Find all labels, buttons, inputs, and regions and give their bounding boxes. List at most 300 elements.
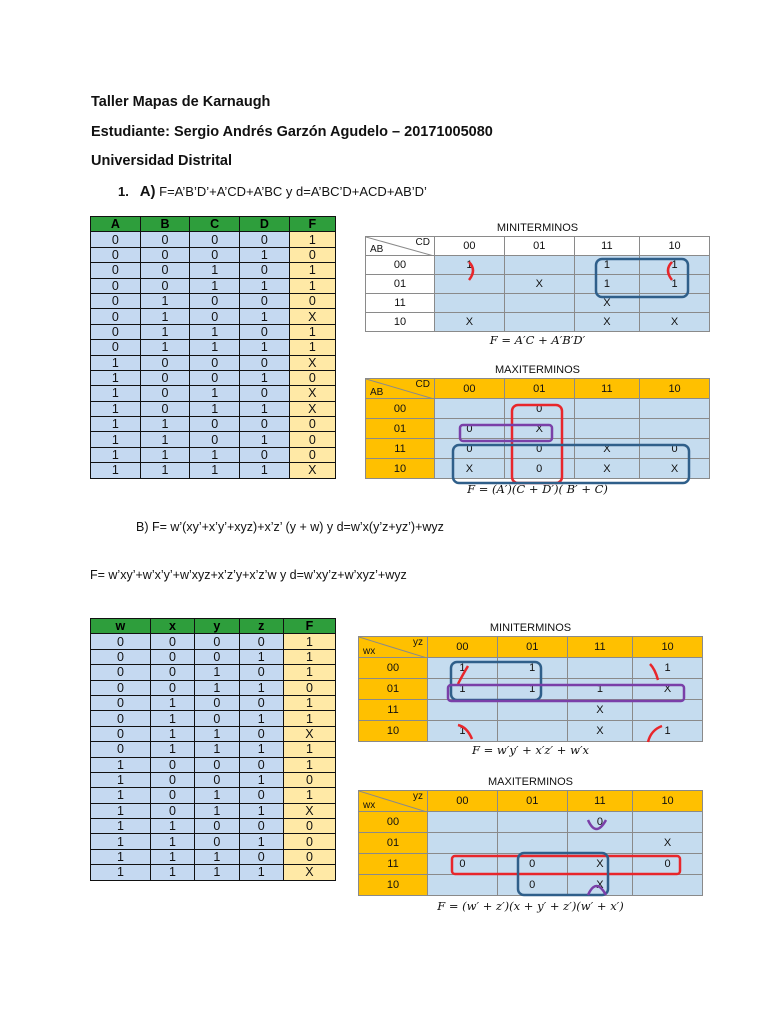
kmap-row xyxy=(366,439,710,459)
input-cell: 0 xyxy=(195,819,239,834)
kmap-cell xyxy=(497,833,567,854)
kmap-cell xyxy=(633,812,703,833)
kmap-column-header: 11 xyxy=(567,791,632,812)
input-cell: 1 xyxy=(91,417,141,432)
input-cell: 0 xyxy=(150,757,194,772)
table-row xyxy=(91,742,336,757)
kmap-corner xyxy=(366,379,435,399)
input-cell: 1 xyxy=(240,370,290,385)
input-cell: 0 xyxy=(190,370,240,385)
kmap-title: MAXITERMINOS xyxy=(488,776,573,788)
kmap-cell: 0 xyxy=(435,439,505,459)
kmap-cell xyxy=(633,875,703,896)
kmap-row-header: 00 xyxy=(366,399,435,419)
output-cell: 0 xyxy=(283,849,335,864)
output-cell: 1 xyxy=(283,665,335,680)
kmap-cell: X xyxy=(574,459,639,479)
kmap-cell: 1 xyxy=(497,658,567,679)
input-cell: 1 xyxy=(150,819,194,834)
kmap-grid xyxy=(358,636,703,742)
output-cell: 1 xyxy=(283,788,335,803)
kmap-cell xyxy=(633,700,703,721)
input-cell: 1 xyxy=(91,849,151,864)
kmap-cell: X xyxy=(640,313,710,332)
kmap-title: MINITERMINOS xyxy=(489,622,572,634)
kmap-cell xyxy=(428,812,498,833)
input-cell: 1 xyxy=(239,649,283,664)
input-cell: 0 xyxy=(91,649,151,664)
kmap-cell: X xyxy=(567,700,632,721)
kmap-cell xyxy=(574,419,639,439)
part-letter: A) xyxy=(139,183,156,200)
kmap-row xyxy=(366,419,710,439)
column-header: A xyxy=(91,217,141,232)
table-row xyxy=(91,757,336,772)
kmap-grid xyxy=(358,790,703,896)
kmap-cell xyxy=(504,294,574,313)
table-row xyxy=(91,232,336,247)
kmap-cell: X xyxy=(567,721,632,742)
output-cell: X xyxy=(289,401,335,416)
kmap-cell xyxy=(497,721,567,742)
kmap-formula: F = (w′ + z′)(x + y′ + z′)(w′ + x′) xyxy=(437,899,624,913)
output-cell: X xyxy=(289,386,335,401)
table-row xyxy=(91,340,336,355)
input-cell: 1 xyxy=(140,293,190,308)
kmap-cell: X xyxy=(640,459,710,479)
input-cell: 0 xyxy=(91,695,151,710)
input-cell: 0 xyxy=(150,803,194,818)
kmap-cell: 1 xyxy=(640,275,710,294)
input-cell: 0 xyxy=(239,757,283,772)
input-cell: 0 xyxy=(240,386,290,401)
kmap-column-header: 10 xyxy=(640,237,710,256)
input-cell: 1 xyxy=(91,432,141,447)
input-cell: 1 xyxy=(190,263,240,278)
input-cell: 1 xyxy=(150,695,194,710)
input-cell: 1 xyxy=(195,803,239,818)
kmap-column-header: 01 xyxy=(497,791,567,812)
input-cell: 1 xyxy=(140,463,190,478)
output-cell: 0 xyxy=(289,247,335,262)
kmap-cell: X xyxy=(435,459,505,479)
kmap-column-header: 11 xyxy=(574,237,639,256)
kmap-row xyxy=(366,294,710,313)
input-cell: 1 xyxy=(150,865,194,880)
kmap-cell xyxy=(504,256,574,275)
kmap-cell: 1 xyxy=(640,256,710,275)
student-line: Estudiante: Sergio Andrés Garzón Agudelo – 20171005080 xyxy=(91,124,493,140)
input-cell: 1 xyxy=(91,370,141,385)
input-cell: 0 xyxy=(140,247,190,262)
input-cell: 1 xyxy=(91,834,151,849)
input-cell: 1 xyxy=(150,742,194,757)
table-row xyxy=(91,803,336,818)
input-cell: 0 xyxy=(240,324,290,339)
kmap-cell: X xyxy=(574,313,639,332)
output-cell: X xyxy=(283,865,335,880)
input-cell: 0 xyxy=(240,263,290,278)
kmap-title: MINITERMINOS xyxy=(496,222,579,234)
table-row xyxy=(91,324,336,339)
input-cell: 1 xyxy=(195,680,239,695)
kmap-cell xyxy=(640,419,710,439)
input-cell: 0 xyxy=(140,263,190,278)
kmap-row xyxy=(366,275,710,294)
kmap-corner xyxy=(359,791,428,812)
table-row xyxy=(91,634,336,649)
table-row xyxy=(91,695,336,710)
input-cell: 0 xyxy=(195,634,239,649)
table-row xyxy=(91,401,336,416)
kmap-cell xyxy=(504,313,574,332)
part-b-statement: B) F= w’(xy’+x’y’+xyz)+x’z’ (y + w) y d=w’x(y’z+yz’)+wyz xyxy=(136,520,444,534)
input-cell: 1 xyxy=(91,819,151,834)
kmap-cell: 1 xyxy=(428,658,498,679)
input-cell: 0 xyxy=(91,340,141,355)
input-cell: 1 xyxy=(150,834,194,849)
table-row xyxy=(91,355,336,370)
input-cell: 1 xyxy=(140,447,190,462)
input-cell: 1 xyxy=(150,849,194,864)
kmap-row-header: 11 xyxy=(359,854,428,875)
input-cell: 0 xyxy=(190,293,240,308)
input-cell: 0 xyxy=(150,649,194,664)
input-cell: 0 xyxy=(240,355,290,370)
column-header: C xyxy=(190,217,240,232)
kmap-cell: 0 xyxy=(640,439,710,459)
kmap-cell: 0 xyxy=(435,419,505,439)
column-header: x xyxy=(150,619,194,634)
kmap-row-header: 01 xyxy=(359,833,428,854)
column-header: B xyxy=(140,217,190,232)
kmap-cell: 0 xyxy=(504,439,574,459)
column-variable-label: yz xyxy=(413,791,423,802)
input-cell: 1 xyxy=(91,355,141,370)
input-cell: 1 xyxy=(240,247,290,262)
table-row xyxy=(91,665,336,680)
table-row xyxy=(91,263,336,278)
kmap-cell xyxy=(428,875,498,896)
input-cell: 0 xyxy=(140,355,190,370)
input-cell: 1 xyxy=(190,340,240,355)
output-cell: 1 xyxy=(283,742,335,757)
kmap-row-header: 00 xyxy=(359,812,428,833)
kmap-row-header: 00 xyxy=(359,658,428,679)
input-cell: 0 xyxy=(240,232,290,247)
university-line: Universidad Distrital xyxy=(91,153,233,169)
kmap-cell: 1 xyxy=(428,721,498,742)
input-cell: 1 xyxy=(240,278,290,293)
output-cell: 0 xyxy=(289,417,335,432)
column-header: y xyxy=(195,619,239,634)
output-cell: X xyxy=(289,355,335,370)
kmap-cell: X xyxy=(504,419,574,439)
input-cell: 0 xyxy=(195,695,239,710)
input-cell: 1 xyxy=(195,665,239,680)
output-cell: 1 xyxy=(289,232,335,247)
input-cell: 1 xyxy=(91,865,151,880)
output-cell: 1 xyxy=(289,263,335,278)
output-cell: 1 xyxy=(283,711,335,726)
input-cell: 1 xyxy=(239,803,283,818)
kmap-a-maxterms xyxy=(365,362,710,496)
kmap-b-minterms xyxy=(358,620,703,757)
input-cell: 1 xyxy=(91,463,141,478)
output-cell: X xyxy=(283,726,335,741)
kmap-row xyxy=(359,812,703,833)
kmap-cell: 1 xyxy=(633,658,703,679)
input-cell: 1 xyxy=(240,463,290,478)
truth-table-a xyxy=(90,216,336,479)
kmap-formula: F = (A′)(C + D′)( B′ + C) xyxy=(467,482,608,496)
part-b-expanded: F= w’xy’+w’x’y’+w’xyz+x’z’y+x’z’w y d=w’xy’z+w’xyz’+wyz xyxy=(90,568,407,582)
kmap-formula: F = A′C + A′B′D′ xyxy=(489,333,586,347)
input-cell: 0 xyxy=(195,711,239,726)
input-cell: 0 xyxy=(91,726,151,741)
input-cell: 1 xyxy=(195,742,239,757)
kmap-cell xyxy=(640,294,710,313)
kmap-column-header: 00 xyxy=(428,637,498,658)
input-cell: 1 xyxy=(190,324,240,339)
output-cell: 0 xyxy=(289,370,335,385)
input-cell: 1 xyxy=(140,417,190,432)
input-cell: 0 xyxy=(240,293,290,308)
input-cell: 0 xyxy=(91,324,141,339)
output-cell: 0 xyxy=(283,772,335,787)
kmap-cell: 1 xyxy=(435,256,505,275)
kmap-row-header: 01 xyxy=(359,679,428,700)
kmap-cell: X xyxy=(504,275,574,294)
kmap-column-header: 10 xyxy=(633,791,703,812)
kmap-column-header: 10 xyxy=(640,379,710,399)
kmap-corner xyxy=(359,637,428,658)
kmap-cell: X xyxy=(574,439,639,459)
kmap-row xyxy=(366,399,710,419)
input-cell: 1 xyxy=(195,865,239,880)
input-cell: 1 xyxy=(91,772,151,787)
input-cell: 0 xyxy=(190,247,240,262)
input-cell: 1 xyxy=(240,309,290,324)
kmap-cell xyxy=(574,399,639,419)
kmap-cell xyxy=(640,399,710,419)
kmap-row xyxy=(359,658,703,679)
table-row xyxy=(91,309,336,324)
input-cell: 0 xyxy=(239,665,283,680)
kmap-column-header: 01 xyxy=(504,379,574,399)
input-cell: 1 xyxy=(239,711,283,726)
part-a-function: F=A’B’D’+A’CD+A’BC y d=A’BC’D+ACD+AB’D’ xyxy=(159,184,427,199)
output-cell: 0 xyxy=(289,293,335,308)
column-header: D xyxy=(240,217,290,232)
column-variable-label: CD xyxy=(415,379,430,390)
kmap-row-header: 01 xyxy=(366,419,435,439)
output-cell: X xyxy=(289,309,335,324)
input-cell: 0 xyxy=(190,309,240,324)
input-cell: 1 xyxy=(140,340,190,355)
input-cell: 0 xyxy=(239,726,283,741)
kmap-cell: 1 xyxy=(574,275,639,294)
kmap-cell: X xyxy=(574,294,639,313)
table-row xyxy=(91,417,336,432)
output-cell: 0 xyxy=(283,680,335,695)
table-row xyxy=(91,649,336,664)
input-cell: 1 xyxy=(239,865,283,880)
kmap-cell xyxy=(497,700,567,721)
output-cell: 1 xyxy=(283,757,335,772)
input-cell: 1 xyxy=(190,447,240,462)
kmap-row xyxy=(359,679,703,700)
column-header: F xyxy=(289,217,335,232)
input-cell: 0 xyxy=(91,232,141,247)
column-header: w xyxy=(91,619,151,634)
table-row xyxy=(91,788,336,803)
input-cell: 0 xyxy=(239,819,283,834)
input-cell: 0 xyxy=(240,417,290,432)
table-row xyxy=(91,711,336,726)
input-cell: 1 xyxy=(195,849,239,864)
output-cell: 0 xyxy=(283,819,335,834)
input-cell: 0 xyxy=(91,680,151,695)
output-cell: 0 xyxy=(283,834,335,849)
kmap-formula: F = w′y′ + x′z′ + w′x xyxy=(471,743,590,757)
table-row xyxy=(91,726,336,741)
input-cell: 0 xyxy=(150,665,194,680)
input-cell: 1 xyxy=(195,788,239,803)
kmap-cell: 1 xyxy=(567,679,632,700)
input-cell: 0 xyxy=(140,278,190,293)
kmap-cell xyxy=(428,833,498,854)
input-cell: 0 xyxy=(239,695,283,710)
input-cell: 0 xyxy=(91,263,141,278)
kmap-b-maxterms xyxy=(358,774,703,913)
output-cell: 1 xyxy=(283,695,335,710)
kmap-column-header: 11 xyxy=(574,379,639,399)
input-cell: 0 xyxy=(195,772,239,787)
kmap-cell: 0 xyxy=(504,399,574,419)
column-header: F xyxy=(283,619,335,634)
truth-table-b xyxy=(90,618,336,881)
row-variable-label: AB xyxy=(370,244,384,255)
input-cell: 0 xyxy=(150,788,194,803)
kmap-column-header: 11 xyxy=(567,637,632,658)
input-cell: 0 xyxy=(91,309,141,324)
input-cell: 0 xyxy=(140,401,190,416)
kmap-cell xyxy=(435,275,505,294)
input-cell: 1 xyxy=(150,711,194,726)
input-cell: 0 xyxy=(150,634,194,649)
input-cell: 1 xyxy=(240,432,290,447)
kmap-row-header: 10 xyxy=(359,721,428,742)
output-cell: 1 xyxy=(283,634,335,649)
input-cell: 0 xyxy=(91,711,151,726)
input-cell: 1 xyxy=(91,386,141,401)
kmap-row xyxy=(359,833,703,854)
table-row xyxy=(91,278,336,293)
input-cell: 0 xyxy=(190,432,240,447)
input-cell: 1 xyxy=(239,772,283,787)
kmap-row xyxy=(366,256,710,275)
kmap-row xyxy=(366,459,710,479)
input-cell: 0 xyxy=(195,834,239,849)
input-cell: 0 xyxy=(91,247,141,262)
input-cell: 1 xyxy=(140,309,190,324)
kmap-cell: 1 xyxy=(574,256,639,275)
input-cell: 0 xyxy=(190,232,240,247)
input-cell: 1 xyxy=(190,463,240,478)
column-variable-label: yz xyxy=(413,637,423,648)
output-cell: 1 xyxy=(289,278,335,293)
input-cell: 0 xyxy=(195,649,239,664)
input-cell: 1 xyxy=(91,401,141,416)
input-cell: 0 xyxy=(91,278,141,293)
output-cell: 1 xyxy=(283,649,335,664)
table-row xyxy=(91,680,336,695)
kmap-cell: 1 xyxy=(497,679,567,700)
kmap-column-header: 01 xyxy=(497,637,567,658)
input-cell: 0 xyxy=(140,370,190,385)
kmap-row-header: 11 xyxy=(366,439,435,459)
input-cell: 0 xyxy=(91,634,151,649)
input-cell: 0 xyxy=(150,772,194,787)
kmap-cell: 1 xyxy=(428,679,498,700)
kmap-column-header: 00 xyxy=(435,379,505,399)
kmap-cell xyxy=(435,294,505,313)
kmap-cell: X xyxy=(567,875,632,896)
output-cell: 0 xyxy=(289,447,335,462)
kmap-row-header: 11 xyxy=(366,294,435,313)
input-cell: 0 xyxy=(140,232,190,247)
table-row xyxy=(91,849,336,864)
table-row xyxy=(91,463,336,478)
input-cell: 1 xyxy=(140,432,190,447)
input-cell: 1 xyxy=(190,278,240,293)
input-cell: 1 xyxy=(240,401,290,416)
input-cell: 0 xyxy=(91,742,151,757)
kmap-cell xyxy=(567,833,632,854)
kmap-cell: 0 xyxy=(497,875,567,896)
row-variable-label: AB xyxy=(370,387,384,398)
table-row xyxy=(91,447,336,462)
column-header: z xyxy=(239,619,283,634)
table-row xyxy=(91,772,336,787)
kmap-row-header: 10 xyxy=(359,875,428,896)
table-row xyxy=(91,865,336,880)
kmap-cell: X xyxy=(567,854,632,875)
table-row xyxy=(91,819,336,834)
output-cell: X xyxy=(289,463,335,478)
input-cell: 1 xyxy=(150,726,194,741)
table-row xyxy=(91,386,336,401)
kmap-column-header: 00 xyxy=(435,237,505,256)
kmap-cell xyxy=(428,700,498,721)
kmap-cell: 0 xyxy=(428,854,498,875)
kmap-row-header: 00 xyxy=(366,256,435,275)
input-cell: 1 xyxy=(91,447,141,462)
input-cell: 0 xyxy=(190,417,240,432)
kmap-cell: 0 xyxy=(567,812,632,833)
kmap-cell: X xyxy=(633,833,703,854)
kmap-column-header: 00 xyxy=(428,791,498,812)
kmap-grid xyxy=(365,236,710,332)
kmap-corner xyxy=(366,237,435,256)
table-row xyxy=(91,293,336,308)
input-cell: 0 xyxy=(239,849,283,864)
part-a-statement xyxy=(118,183,427,200)
kmap-row xyxy=(359,854,703,875)
input-cell: 1 xyxy=(239,742,283,757)
input-cell: 1 xyxy=(91,788,151,803)
